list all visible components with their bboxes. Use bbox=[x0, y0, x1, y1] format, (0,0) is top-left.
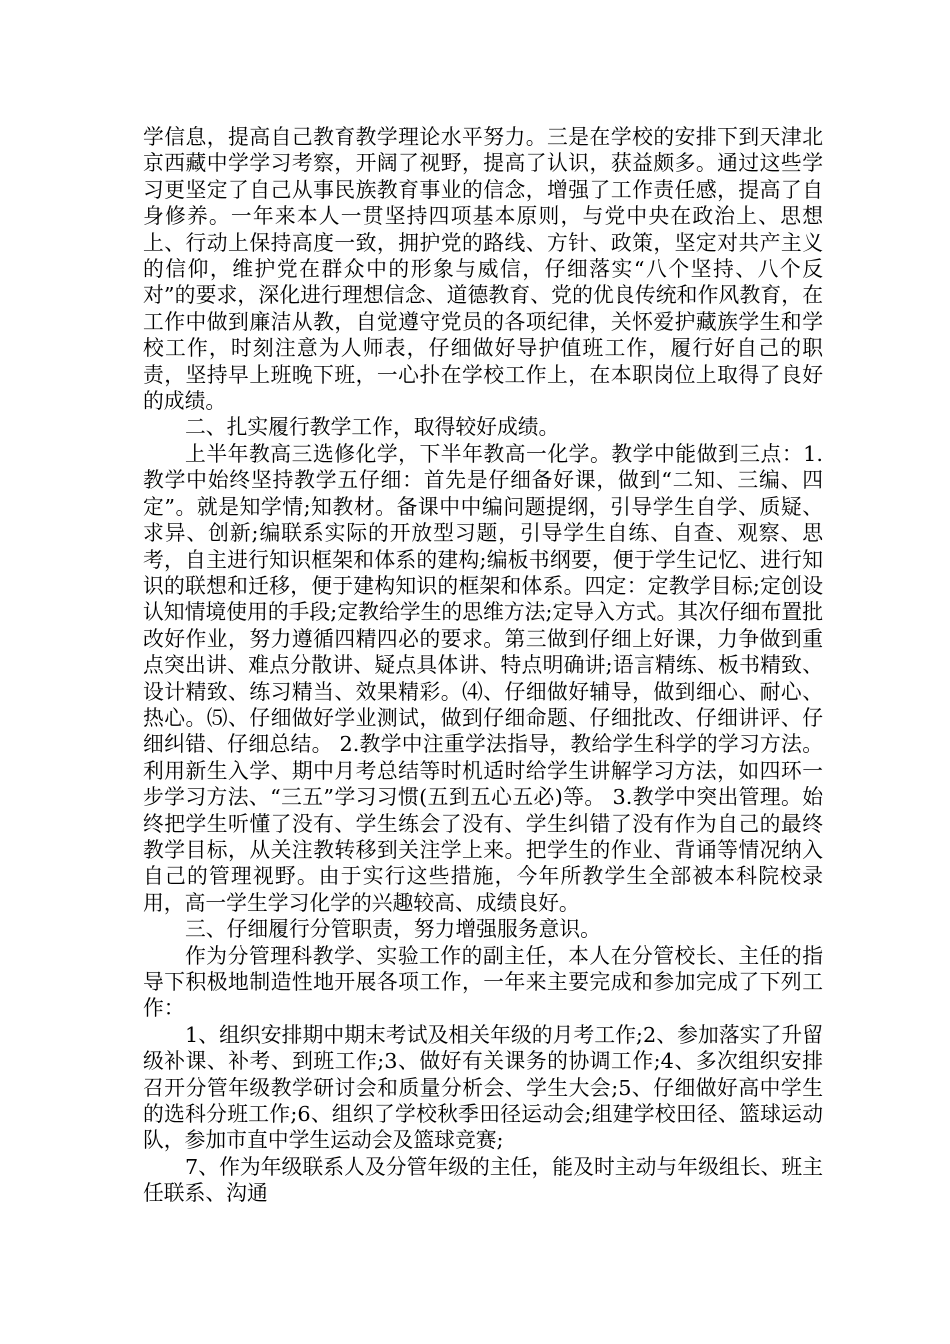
document-body bbox=[143, 124, 823, 1207]
paragraph-duties-seven: 7、作为年级联系人及分管年级的主任，能及时主动与年级组长、班主任联系、沟通 bbox=[143, 1154, 823, 1206]
paragraph-teaching: 上半年教高三选修化学，下半年教高一化学。教学中能做到三点：1.教学中始终坚持教学五仔细：首先是仔细备好课，做到“二知、三编、四定”。就是知学情;知教材。备课中中编问题提纲，引导学生自学、质疑、求异、创新;编联系实际的开放型习题，引导学生自练、自查、观察、思考，自主进行知识框架和体系的建构;编板书纲要，便于学生记忆、进行知识的联想和迁移，便于建构知识的框架和体系。四定：定教学目标;定创设认知情境使用的手段;定教给学生的思维方法;定导入方式。其次仔细布置批改好作业，努力遵循四精四必的要求。第三做到仔细上好课，力争做到重点突出讲、难点分散讲、疑点具体讲、特点明确讲;语言精练、板书精致、设计精致、练习精当、效果精彩。⑷、仔细做好辅导，做到细心、耐心、热心。⑸、仔细做好学业测试，做到仔细命题、仔细批改、仔细讲评、仔细纠错、仔细总结。 2.教学中注重学法指导，教给学生科学的学习方法。利用新生入学、期中月考总结等时机适时给学生讲解学习方法，如四环一步学习方法、“三五”学习习惯(五到五心五必)等。 3.教学中突出管理。始终把学生听懂了没有、学生练会了没有、学生纠错了没有作为自己的最终教学目标，从关注教转移到关注学上来。把学生的作业、背诵等情况纳入自己的管理视野。由于实行这些措施，今年所教学生全部被本科院校录用，高一学生学习化学的兴趣较高、成绩良好。 bbox=[143, 441, 823, 915]
paragraph-continued: 学信息，提高自己教育教学理论水平努力。三是在学校的安排下到天津北京西藏中学学习考察，开阔了视野，提高了认识，获益颇多。通过这些学习更坚定了自己从事民族教育事业的信念，增强了工作责任感，提高了自身修养。一年来本人一贯坚持四项基本原则，与党中央在政治上、思想上、行动上保持高度一致，拥护党的路线、方针、政策，坚定对共产主义的信仰，维护党在群众中的形象与威信，仔细落实“八个坚持、八个反对”的要求，深化进行理想信念、道德教育、党的优良传统和作风教育，在工作中做到廉洁从教，自觉遵守党员的各项纪律，关怀爱护藏族学生和学校工作，时刻注意为人师表，仔细做好导护值班工作，履行好自己的职责，坚持早上班晚下班，一心扑在学校工作上，在本职岗位上取得了良好的成绩。 bbox=[143, 125, 823, 414]
section-heading-two: 二、扎实履行教学工作，取得较好成绩。 bbox=[185, 415, 560, 440]
paragraph-duties-list: 1、组织安排期中期末考试及相关年级的月考工作;2、参加落实了升留级补课、补考、到班工作;3、做好有关课务的协调工作;4、多次组织安排召开分管年级教学研讨会和质量分析会、学生大会;5、仔细做好高中学生的选科分班工作;6、组织了学校秋季田径运动会;组建学校田径、篮球运动队，参加市直中学生运动会及篮球竞赛; bbox=[143, 1022, 823, 1153]
paragraph-duties-intro: 作为分管理科教学、实验工作的副主任，本人在分管校长、主任的指导下积极地制造性地开展各项工作，一年来主要完成和参加完成了下列工作： bbox=[143, 943, 823, 1021]
section-heading-three: 三、仔细履行分管职责，努力增强服务意识。 bbox=[185, 917, 601, 942]
